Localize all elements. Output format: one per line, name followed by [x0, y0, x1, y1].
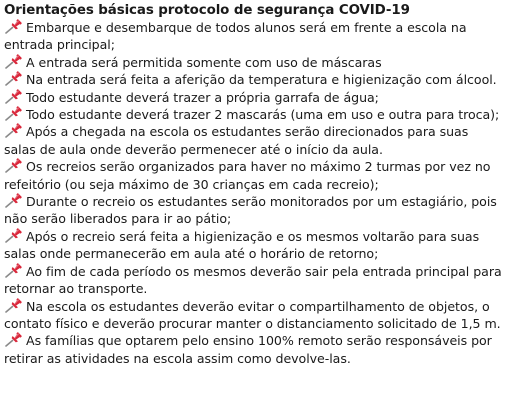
pushpin-icon: [4, 158, 24, 173]
list-item: [4, 158, 503, 193]
list-item: [4, 193, 503, 228]
list-item-text: Após o recreio será feita a higienização e os mesmos voltarão para suas salas onde permanecerão em aula até o horário de retorno;: [4, 228, 480, 262]
pushpin-icon: [4, 19, 24, 34]
list-item: [4, 19, 503, 54]
pushpin-icon: [4, 332, 24, 347]
list-item: [4, 71, 503, 88]
pushpin-icon: [4, 89, 24, 104]
list-item-text: Ao fim de cada período os mesmos deverão sair pela entrada principal para retornar ao transporte.: [4, 263, 502, 297]
pushpin-icon: [4, 263, 24, 278]
pushpin-icon: [4, 54, 24, 69]
list-item: [4, 228, 503, 263]
list-item-text: Após a chegada na escola os estudantes serão direcionados para suas salas de aula onde deverão permenecer até o início da aula.: [4, 124, 469, 157]
list-item: [4, 123, 503, 158]
list-item: [4, 89, 503, 106]
list-item-text: Durante o recreio os estudantes serão monitorados por um estagiário, pois não serão liberados para ir ao pátio;: [4, 194, 497, 227]
list-item-text: A entrada será permitida somente com uso de máscaras: [26, 54, 382, 70]
pushpin-icon: [4, 298, 24, 313]
pushpin-icon: [4, 193, 24, 208]
list-item: [4, 298, 503, 333]
list-item-text: Todo estudante deverá trazer 2 mascarás (uma em uso e outra para troca);: [26, 107, 500, 123]
list-item-text: Os recreios serão organizados para haver no máximo 2 turmas por vez no refeitório (ou seja máximo de 30 crianças em cada recreio);: [4, 159, 491, 192]
document-title: Orientações básicas protocolo de segurança COVID-19: [4, 3, 410, 18]
pushpin-icon: [4, 71, 24, 86]
list-item-text: As famílias que optarem pelo ensino 100% remoto serão responsáveis por retirar as atividades na escola assim como devolve-las.: [4, 333, 492, 366]
list-item: [4, 263, 503, 298]
guideline-list: [4, 19, 503, 367]
list-item: [4, 106, 503, 123]
list-item-text: Todo estudante deverá trazer a própria garrafa de água;: [26, 89, 379, 105]
pushpin-icon: [4, 106, 24, 121]
list-item: [4, 54, 503, 71]
list-item-text: Na escola os estudantes deverão evitar o compartilhamento de objetos, o contato físico e deverão procurar manter o distanciamento solicitado de 1,5 m.: [4, 298, 501, 331]
pushpin-icon: [4, 123, 24, 138]
pushpin-icon: [4, 228, 24, 243]
list-item: [4, 332, 503, 367]
list-item-text: Na entrada será feita a aferição da temperatura e higienização com álcool.: [26, 72, 497, 88]
list-item-text: Embarque e desembarque de todos alunos será em frente a escola na entrada principal;: [4, 20, 467, 53]
